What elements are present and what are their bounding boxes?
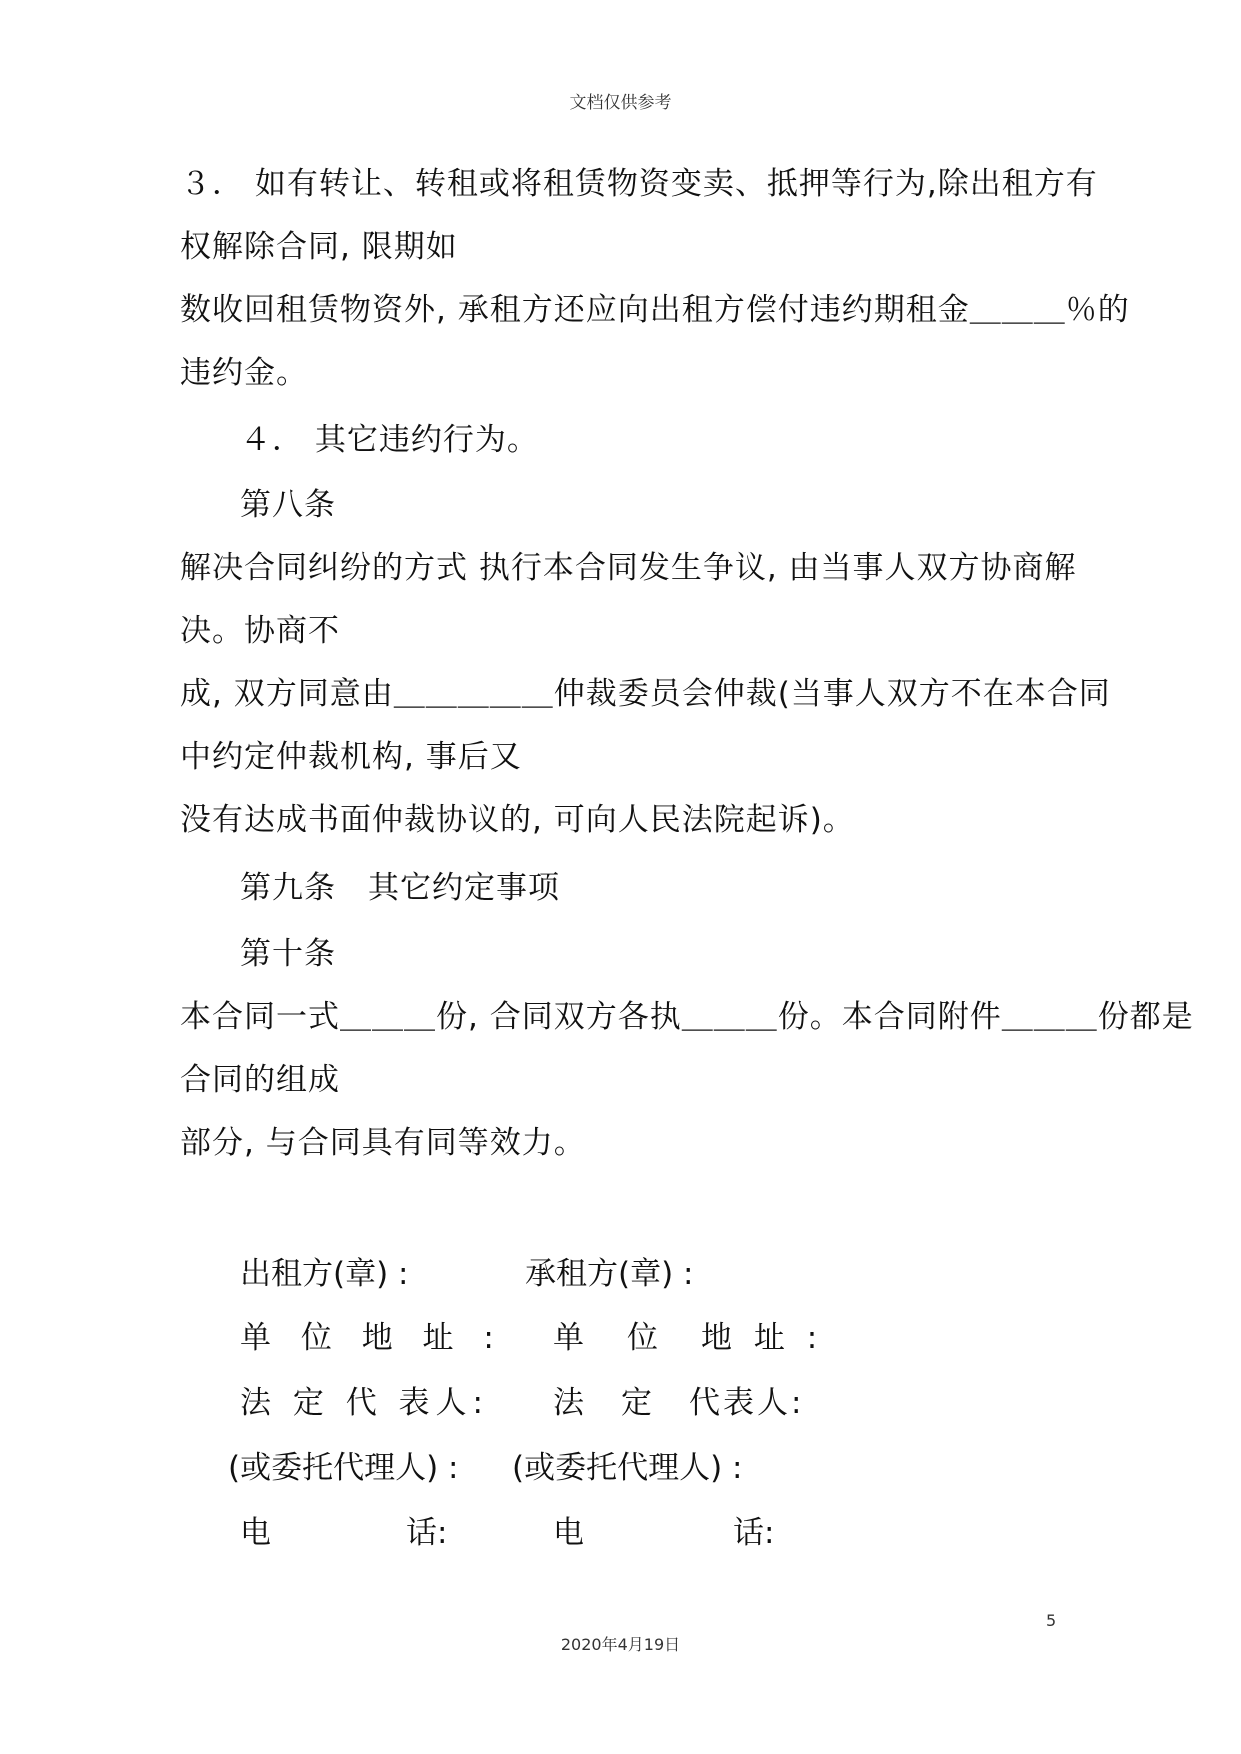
lessor-address-label: 单 位 地 址 : bbox=[240, 1320, 504, 1356]
lessor-rep-label: 法 定 代 表人: bbox=[240, 1385, 490, 1421]
body-line: ４． 其它违约行为。 bbox=[240, 422, 539, 458]
body-line: 决。协商不 bbox=[180, 613, 340, 649]
body-line: 部分, 与合同具有同等效力。 bbox=[180, 1125, 586, 1161]
body-line: 合同的组成 bbox=[180, 1062, 340, 1098]
lessor-agent-label: (或委托代理人) : bbox=[228, 1450, 459, 1486]
lessee-phone-colon: 话: bbox=[733, 1515, 775, 1551]
article-heading: 第九条 其它约定事项 bbox=[240, 870, 560, 906]
lessee-seal-label: 承租方(章) : bbox=[525, 1256, 694, 1292]
body-line: 数收回租赁物资外, 承租方还应向出租方偿付违约期租金＿＿＿％的 bbox=[180, 292, 1130, 328]
body-line: 成, 双方同意由＿＿＿＿＿仲裁委员会仲裁(当事人双方不在本合同 bbox=[180, 676, 1111, 712]
footer-date: 2020年4月19日 bbox=[560, 1635, 681, 1654]
body-line: ３． 如有转让、转租或将租赁物资变卖、抵押等行为,除出租方有 bbox=[180, 166, 1098, 202]
body-line: 权解除合同, 限期如 bbox=[180, 229, 458, 265]
article-heading: 第十条 bbox=[240, 936, 336, 972]
lessee-phone-label: 电 bbox=[553, 1515, 584, 1551]
page-header: 文档仅供参考 bbox=[569, 93, 672, 113]
lessor-phone-label: 电 bbox=[240, 1515, 271, 1551]
page-number: 5 bbox=[1046, 1611, 1057, 1630]
body-line: 本合同一式＿＿＿份, 合同双方各执＿＿＿份。本合同附件＿＿＿份都是 bbox=[180, 999, 1194, 1035]
lessee-address-label: 单 位 地 址 : bbox=[553, 1320, 824, 1356]
body-line: 解决合同纠纷的方式 执行本合同发生争议, 由当事人双方协商解 bbox=[180, 550, 1077, 586]
body-line: 违约金。 bbox=[180, 355, 308, 391]
article-heading: 第八条 bbox=[240, 487, 336, 523]
lessor-seal-label: 出租方(章) : bbox=[240, 1256, 409, 1292]
body-line: 中约定仲裁机构, 事后又 bbox=[180, 739, 522, 775]
body-line: 没有达成书面仲裁协议的, 可向人民法院起诉)。 bbox=[180, 802, 855, 838]
lessee-agent-label: (或委托代理人) : bbox=[512, 1450, 743, 1486]
lessee-rep-label: 法 定 代表人: bbox=[553, 1385, 805, 1421]
lessor-phone-colon: 话: bbox=[406, 1515, 448, 1551]
